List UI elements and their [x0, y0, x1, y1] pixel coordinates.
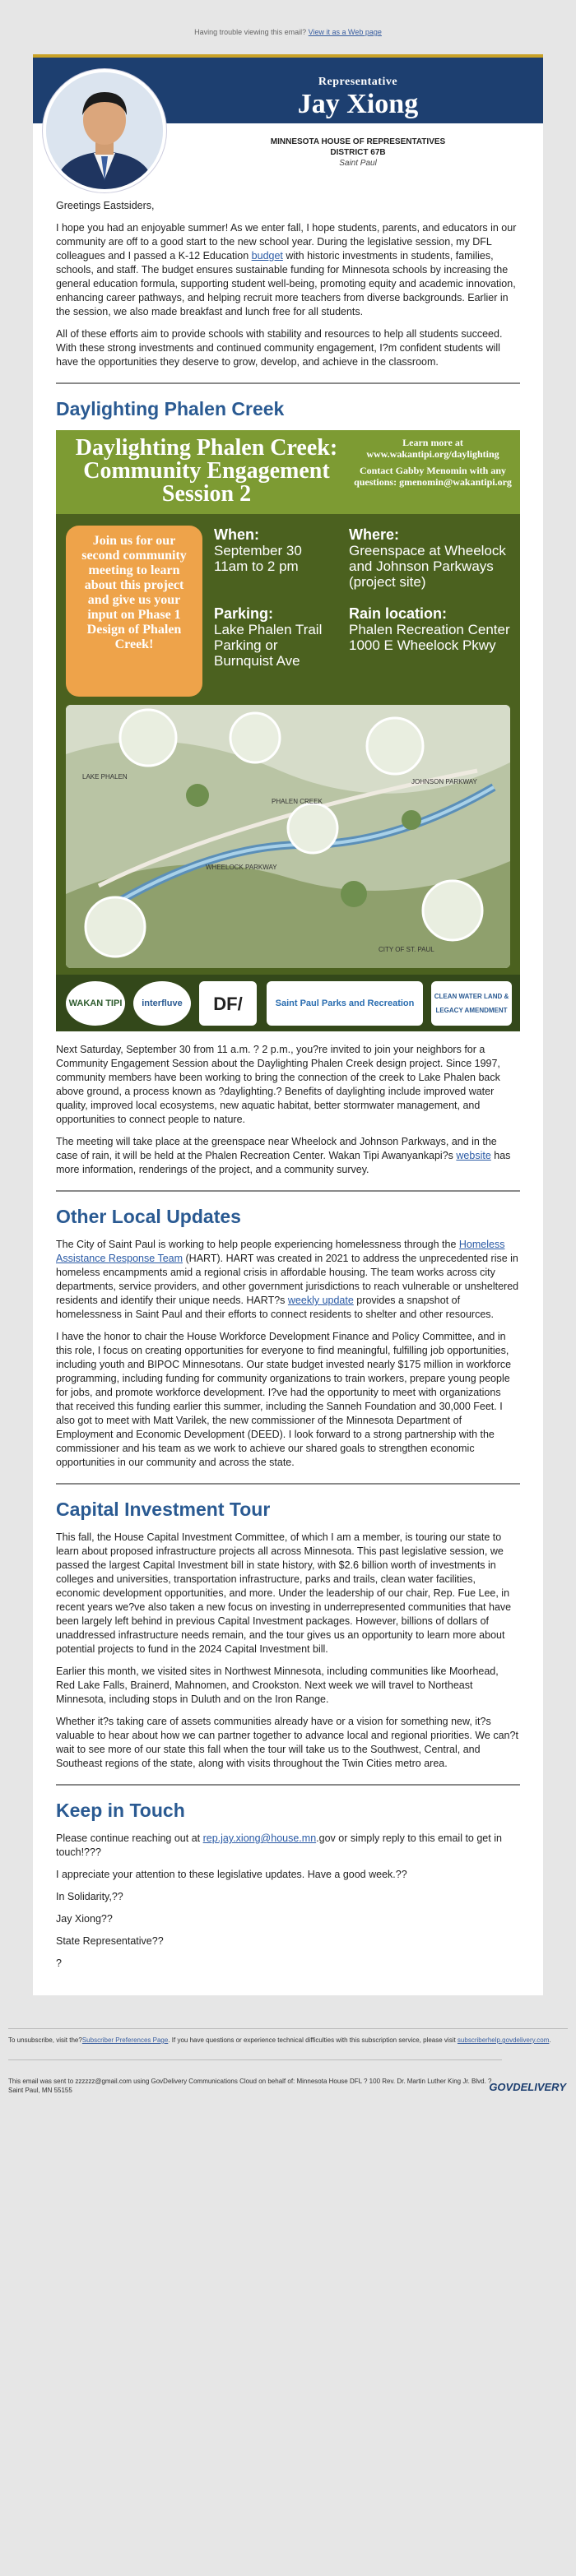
flyer-parking: Parking: Lake Phalen Trail Parking or Burnquist Ave [214, 605, 323, 669]
rep-name: Jay Xiong [297, 89, 419, 119]
map-label: JOHNSON PARKWAY [411, 778, 477, 785]
signature-title: State Representative?? [56, 1935, 164, 1947]
phalen-paragraph-1: Next Saturday, September 30 from 11 a.m. ? 2 p.m., you?re invited to join your neighbors for a Community Engagement Session about the Daylighting Phalen Creek design project. Since 1997, community members have been working to bring the connection of the creek to Lake Phalen back above ground, a process known as ?daylighting.? Benefits of daylighting include improved water quality, improved local ecosystems, new aquatic habitat, better stormwater management, and opportunities to connect people to nature. [56, 1044, 500, 1125]
intro-paragraph-1: I hope you had an enjoyable summer! As we enter fall, I hope students, parents, and educators in our community are off to a good start to the new school year. During the legislative session, my DFL colleagues and I passed a K-12 Education budget with historic investments in students, families, schools, and staff. The budget ensures sustainable funding for Minnesota schools by increasing the general education formula, supporting student well-being, promoting equity and academic innovation, enhancing career pathways, and helping recruit more teachers from diverse backgrounds. Earlier in the session, we also made breakfast and lunch free for all students. [56, 222, 517, 317]
local-paragraph-1: The City of Saint Paul is working to help people experiencing homelessness through the Homeless Assistance Response Team (HART). HART was created in 2021 to address the unprecedented rise in homeless encampments amid a regional crisis in affordable housing. The team works across city departments, service providers, and other government jurisdictions to reach vulnerable or unsheltered residents and identify their unique needs. HART?s weekly update provides a snapshot of homelessness in Saint Paul and their efforts to connect residents to shelter and other resources. [56, 1239, 519, 1320]
keep-paragraph-2: I appreciate your attention to these legislative updates. Have a good week.?? [56, 1869, 407, 1880]
map-label: LAKE PHALEN [82, 773, 128, 781]
district: DISTRICT 67B [330, 148, 386, 157]
event-flyer [56, 430, 520, 1031]
email-footer [0, 1995, 576, 2109]
flyer-rain-location: Rain location: Phalen Recreation Center 1000 E Wheelock Pkwy [349, 605, 510, 653]
signoff: In Solidarity,?? [56, 1891, 123, 1902]
divider [56, 1483, 520, 1485]
weekly-update-link[interactable]: weekly update [287, 1295, 354, 1306]
closing-mark: ? [56, 1957, 62, 1969]
partner-logo: DF/ [199, 981, 257, 1026]
phalen-paragraph-2: The meeting will take place at the greenspace near Wheelock and Johnson Parkways, and in the case of rain, it will be held at the Phalen Recreation Center. Wakan Tipi Awanyankapi?s website has more information, renderings of the project, and a community survey. [56, 1136, 511, 1175]
hart-link[interactable]: Homeless Assistance Response Team [56, 1239, 505, 1264]
intro-paragraph-2: All of these efforts aim to provide schools with stability and resources to help all students succeed. With these strong investments and continued community engagement, I?m confident students will have the opportunities they deserve to grow, develop, and achieve in the classroom. [56, 328, 503, 368]
keep-paragraph-1: Please continue reaching out at rep.jay.xiong@house.mn.gov or simply reply to this email to get in touch!??? [56, 1832, 502, 1858]
unsubscribe-note: To unsubscribe, visit the?Subscriber Preferences Page. If you have questions or experience technical difficulties with this subscription service, please visit subscriberhelp.govdelivery.com. [8, 2028, 568, 2045]
flyer-title: Daylighting Phalen Creek: Community Engagement Session 2 [75, 435, 338, 507]
avatar [43, 69, 166, 192]
partner-logo: CLEAN WATER LAND & LEGACY AMENDMENT [431, 981, 512, 1026]
section-heading-local: Other Local Updates [56, 1206, 241, 1227]
divider [56, 1784, 520, 1786]
map-label: PHALEN CREEK [272, 798, 323, 805]
partner-logos [56, 975, 520, 1031]
local-paragraph-2: I have the honor to chair the House Workforce Development Finance and Policy Committee, and in this role, I focus on creating opportunities for everyone to find meaningful, fulfilling job opportunities, including youth and BIPOC Minnesotans. Our state budget invested nearly $175 million in workforce programming, including funding for community organizations to train workers, prepare young people for jobs, and promote workforce development. I?ve had the opportunity to meet with organizations that received this funding earlier this summer, including the Sanneh Foundation and 30,000 Feet. I also got to meet with Matt Varilek, the new commissioner of the Minnesota Department of Employment and Economic Development (DEED). I look forward to a strong partnership with the commissioner and his team as we work to achieve our shared goals to strengthen economic opportunities in our community and across the state. [56, 1331, 512, 1468]
flyer-join-callout: Join us for our second community meeting to learn about this project and give us your input on Phase 1 Design of Phalen Creek! [66, 526, 202, 697]
greeting: Greetings Eastsiders, [56, 200, 155, 211]
capital-paragraph-2: Earlier this month, we visited sites in Northwest Minnesota, including communities like Moorhead, Red Lake Falls, Brainerd, Mahnomen, and Crookston. Next week we will travel to Northeast Minnesota, including stops in Duluth and on the Iron Range. [56, 1666, 499, 1705]
govdelivery-logo: GOVDELIVERY [489, 2081, 566, 2093]
rep-title: Representative [318, 76, 398, 88]
section-heading-keep-in-touch: Keep in Touch [56, 1800, 185, 1821]
city: Saint Paul [339, 159, 377, 168]
sent-notice: This email was sent to zzzzzz@gmail.com using GovDelivery Communications Cloud on behalf of: Minnesota House DFL ? 100 Rev. Dr. Martin Luther King Jr. Blvd. ? Saint Paul, MN 55155 [8, 2059, 502, 2095]
web-view-link[interactable]: View it as a Web page [308, 28, 382, 36]
map-label: WHEELOCK PARKWAY [206, 864, 277, 871]
map-label: CITY OF ST. PAUL [379, 946, 434, 953]
signature-name: Jay Xiong?? [56, 1913, 113, 1925]
web-view-text: Having trouble viewing this email? [194, 28, 309, 36]
project-rendering [66, 705, 510, 968]
partner-logo: interfluve [133, 981, 191, 1026]
capital-paragraph-1: This fall, the House Capital Investment Committee, of which I am a member, is touring our state to learn about proposed infrastructure projects all across Minnesota. This past legislative session, we passed the largest Capital Investment bill in state history, with $2.6 billion worth of investments in colleges and universities, transportation infrastructure, parks and trails, clean water facilities, economic development opportunities, and more. Under the leadership of our chair, Rep. Fue Lee, in recent years we?ve also taken a new focus on investing in underrepresented communities that have been largely left behind in previous Capital Investment packages. However, billions of dollars of unaddressed infrastructure needs remain, and the tour gives us an opportunity to learn more about potential projects to fund in the 2024 Capital Investment bill. [56, 1531, 512, 1655]
web-view-note [0, 0, 576, 54]
divider [56, 1190, 520, 1192]
flyer-contact: Learn more at www.wakantipi.org/daylighting Contact Gabby Menomin with any questions: gmenomin@wakantipi.org [354, 437, 512, 488]
section-heading-phalen: Daylighting Phalen Creek [56, 398, 285, 419]
header-subtitle [197, 137, 518, 169]
partner-logo: WAKAN TIPI [66, 981, 125, 1026]
website-link[interactable]: website [456, 1150, 491, 1161]
capital-paragraph-3: Whether it?s taking care of assets communities already have or a vision for something new, it?s valuable to hear about how we can partner together to advance local and regional priorities. We can?t wait to see more of our state this fall when the tour will take us to the Southwest, Central, and Southeast regions of the state, along with visits throughout the Twin Cities metro area. [56, 1716, 518, 1769]
divider [56, 382, 520, 384]
subscriber-preferences-link[interactable]: Subscriber Preferences Page [81, 2036, 169, 2044]
email-link[interactable]: rep.jay.xiong@house.mn [202, 1832, 317, 1844]
email-body [33, 199, 543, 1995]
email-container [33, 54, 543, 1995]
email-header [33, 54, 543, 199]
partner-logo: Saint Paul Parks and Recreation [267, 981, 423, 1026]
budget-link[interactable]: budget [251, 250, 283, 262]
house-name: MINNESOTA HOUSE OF REPRESENTATIVES [270, 137, 446, 146]
flyer-where: Where: Greenspace at Wheelock and Johnson Parkways (project site) [349, 526, 506, 590]
support-link[interactable]: subscriberhelp.govdelivery.com [457, 2036, 550, 2044]
flyer-when: When: September 30 11am to 2 pm [214, 526, 302, 574]
section-heading-capital: Capital Investment Tour [56, 1499, 271, 1520]
